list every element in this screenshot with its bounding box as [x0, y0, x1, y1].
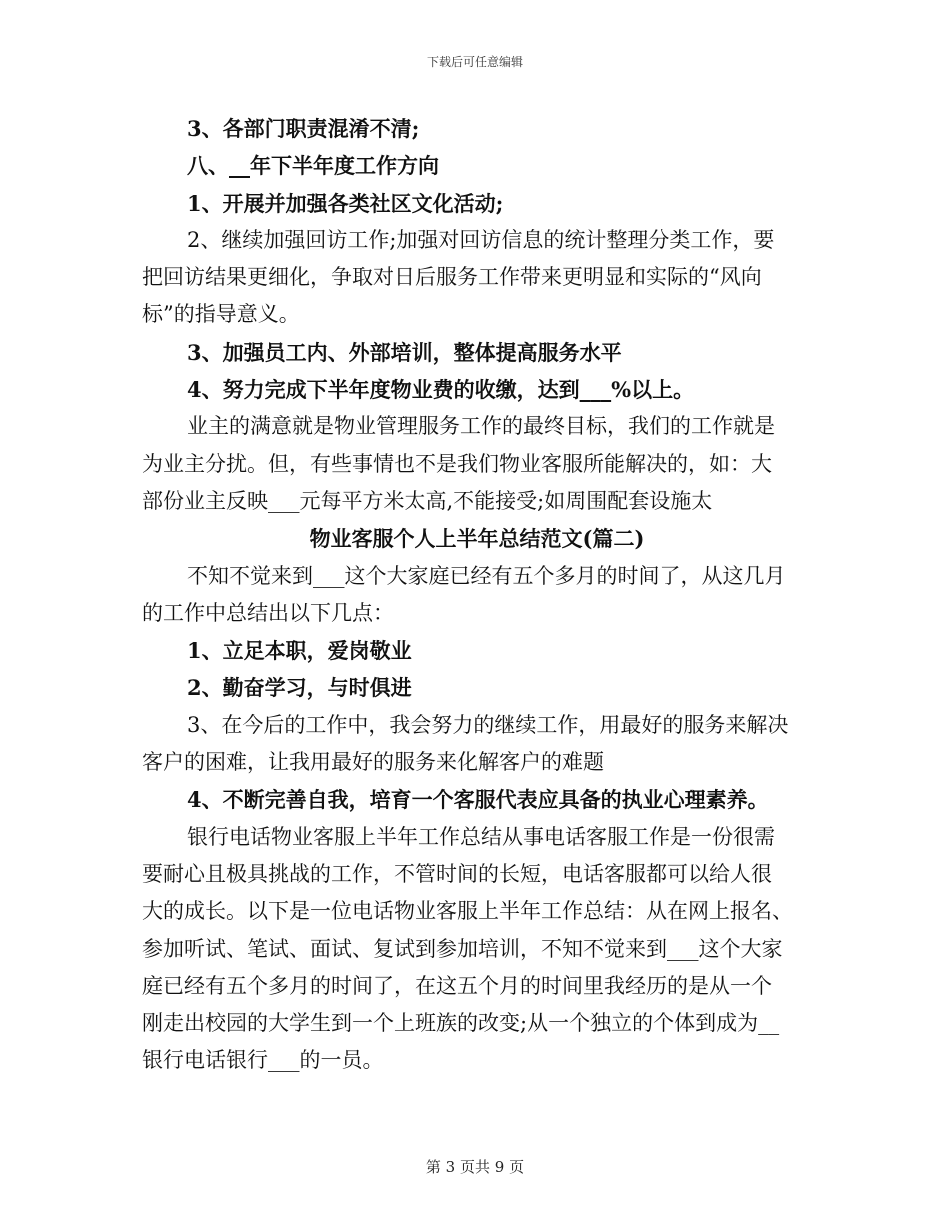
document-body [142, 110, 812, 1080]
text-line: 要耐心且极具挑战的工作，不管时间的长短，电话客服都可以给人很 [142, 861, 772, 886]
text-line: 3、在今后的工作中，我会努力的继续工作，用最好的服务来解决 [187, 712, 789, 737]
text-line: 把回访结果更细化，争取对日后服务工作带来更明显和实际的“风向 [142, 265, 762, 290]
section-heading: 八、__年下半年度工作方向 [187, 153, 439, 179]
text-line: 的工作中总结出以下几点： [142, 600, 394, 625]
text-line: 1、立足本职，爱岗敬业 [187, 638, 412, 664]
page-header: 下载后可任意编辑 [426, 55, 523, 69]
text-line: 银行电话物业客服上半年工作总结从事电话客服工作是一份很需 [187, 824, 775, 849]
text-line: 银行电话银行___的一员。 [142, 1048, 384, 1073]
text-line: 4、努力完成下半年度物业费的收缴，达到___%以上。 [187, 377, 695, 403]
text-line: 标”的指导意义。 [142, 302, 300, 327]
text-line: 3、各部门职责混淆不清; [187, 116, 420, 141]
text-line: 参加听试、笔试、面试、复试到参加培训，不知不觉来到___这个大家 [142, 936, 783, 961]
text-line: 3、加强员工内、外部培训，整体提高服务水平 [187, 339, 622, 365]
text-line: 庭已经有五个多月的时间了，在这五个月的时间里我经历的是从一个 [142, 973, 772, 998]
text-line: 刚走出校园的大学生到一个上班族的改变;从一个独立的个体到成为__ [142, 1011, 780, 1036]
page-footer: 第 3 页共 9 页 [425, 1158, 525, 1176]
text-line: 部份业主反映___元每平方米太高,不能接受;如周围配套设施太 [142, 488, 713, 513]
text-line: 1、开展并加强各类社区文化活动; [187, 190, 504, 216]
text-line: 2、继续加强回访工作;加强对回访信息的统计整理分类工作，要 [187, 227, 775, 252]
text-line: 大的成长。以下是一位电话物业客服上半年工作总结：从在网上报名、 [142, 899, 793, 924]
text-line: 为业主分扰。但，有些事情也不是我们物业客服所能解决的，如：大 [142, 451, 772, 476]
text-line: 不知不觉来到___这个大家庭已经有五个多月的时间了，从这几月 [187, 563, 786, 588]
text-line: 4、不断完善自我，培育一个客服代表应具备的执业心理素养。 [187, 787, 769, 813]
text-line: 2、勤奋学习，与时俱进 [187, 675, 412, 701]
article-title: 物业客服个人上半年总结范文(篇二) [309, 526, 645, 552]
text-line: 客户的困难，让我用最好的服务来化解客户的难题 [142, 750, 604, 775]
text-line: 业主的满意就是物业管理服务工作的最终目标，我们的工作就是 [187, 414, 775, 439]
